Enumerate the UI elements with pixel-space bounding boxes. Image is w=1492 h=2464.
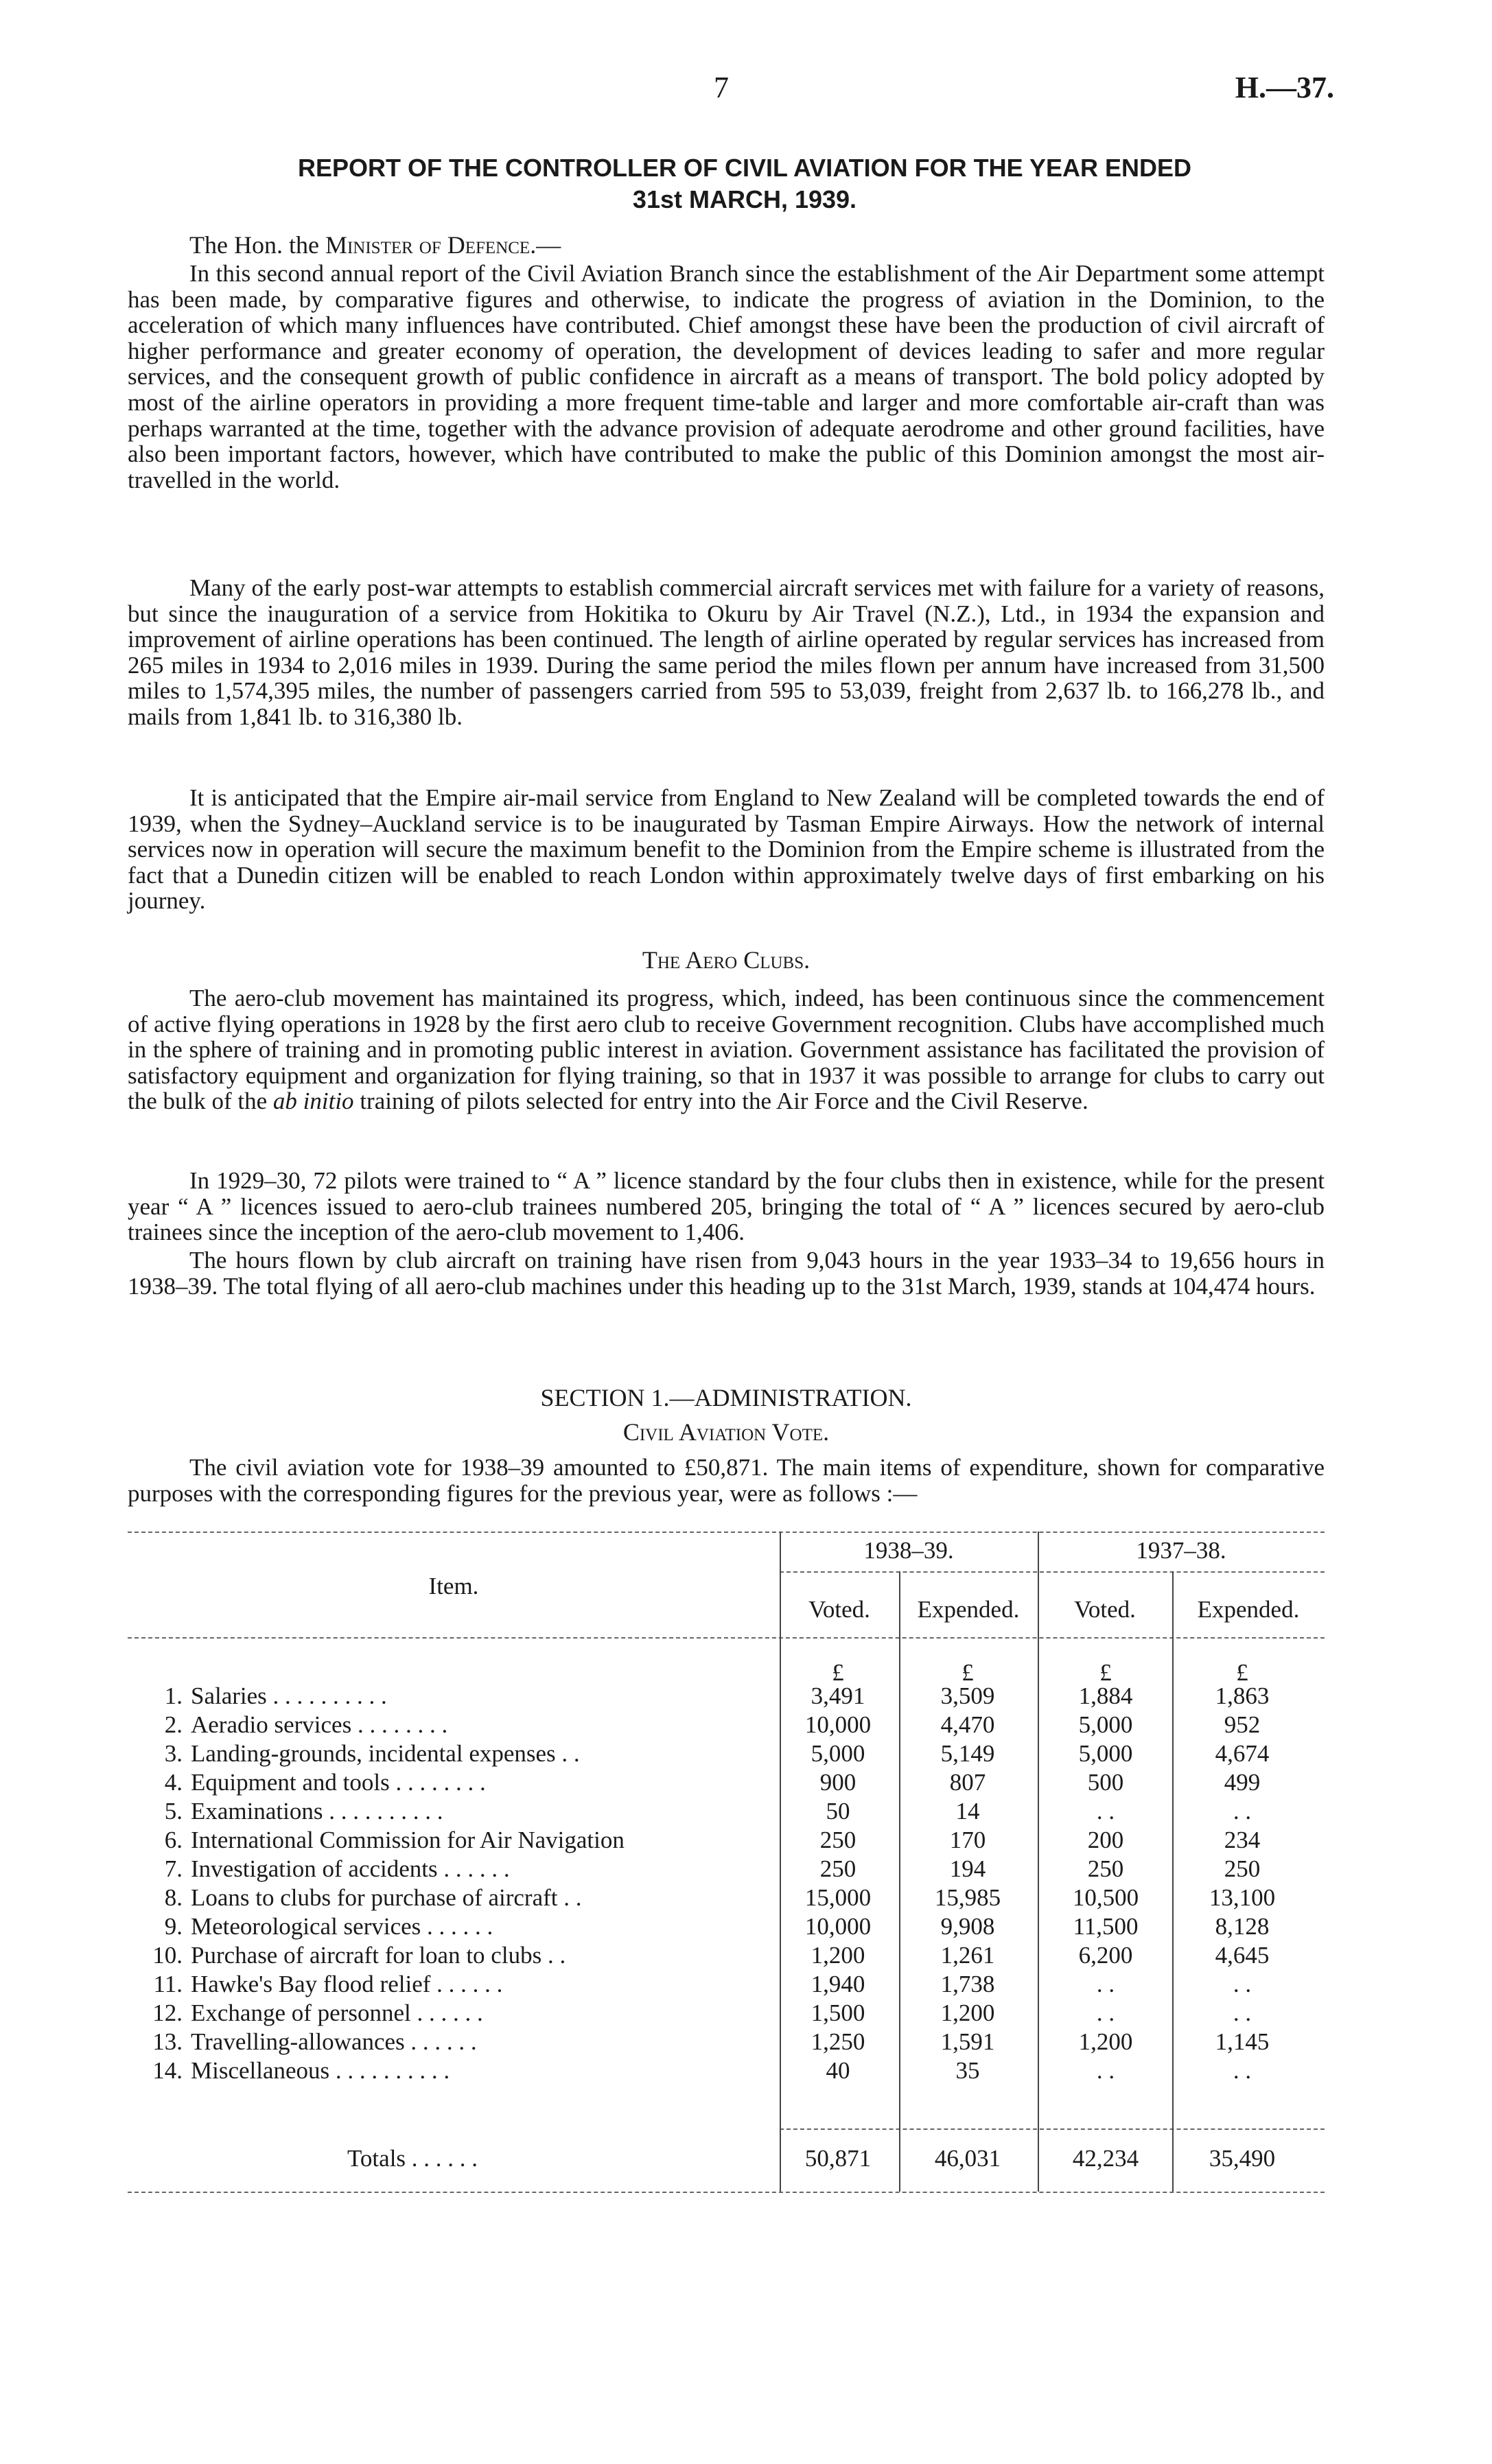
table-row	[128, 1798, 1325, 1822]
voted-1938-39-value: 1,500	[811, 1999, 865, 2026]
row-label: Investigation of accidents . . . . . .	[191, 1855, 510, 1882]
row-label: Aeradio services . . . . . . . .	[191, 1711, 448, 1738]
row-number: 5.	[164, 1798, 183, 1824]
table-row	[128, 1682, 1325, 1707]
total-expended-1937-38: 35,490	[1209, 2145, 1276, 2172]
expended-1937-38-value: . .	[1233, 1971, 1252, 1997]
row-number: 11.	[153, 1971, 183, 1997]
expended-1938-39-value: 807	[949, 1769, 986, 1796]
expended-1938-39-value: 1,591	[940, 2028, 995, 2055]
expended-1937-38-value: 499	[1224, 1769, 1261, 1796]
paragraph-2: Many of the early post-war attempts to establish commercial aircraft services met with failure for a variety of reasons, but since the inauguration of a service from Hokitika to Okuru by Air Travel (N.Z.), Ltd., in 1934 the expansion and improvement of airline operations has been continued. The length of airline operated by regular services has increased from 265 miles in 1934 to 2,016 miles in 1939. During the same period the miles flown per annum have increased from 31,500 miles to 1,574,395 miles, the number of passengers carried from 595 to 53,039, freight from 2,637 lb. to 166,278 lb., and mails from 1,841 lb. to 316,380 lb.	[128, 574, 1325, 730]
paragraph-7: The civil aviation vote for 1938–39 amounted to £50,871. The main items of expenditure, shown for comparative purposes with the corresponding figures for the previous year, were as follows :—	[128, 1454, 1325, 1507]
row-number: 1.	[164, 1682, 183, 1709]
currency-symbol: £	[1236, 1659, 1248, 1686]
row-number: 13.	[152, 2028, 183, 2055]
row-label: Travelling-allowances . . . . . .	[191, 2028, 477, 2055]
expended-1938-39-value: 194	[949, 1855, 986, 1882]
expended-1938-39-value: 4,470	[940, 1711, 995, 1738]
voted-1938-39-value: 3,491	[811, 1682, 865, 1709]
voted-1938-39-value: 900	[819, 1769, 856, 1796]
voted-1937-38-value: 11,500	[1073, 1913, 1139, 1940]
currency-symbol: £	[961, 1659, 974, 1686]
voted-1938-39-value: 50	[826, 1798, 850, 1824]
paragraph-4-text-a: The aero-club movement has maintained its progress, which, indeed, has been continuous since the commencement of active flying operations in 1928 by the first aero club to receive Government recognition. Clubs have accomplished much in the sphere of training and in promoting public interest in aviation. Government assistance has facilitated the provision of satisfactory equipment and organization for flying training, so that in 1937 it was possible to arrange for clubs to carry out the bulk of the	[128, 985, 1325, 1115]
report-title-line-1: REPORT OF THE CONTROLLER OF CIVIL AVIATION FOR THE YEAR ENDED	[297, 154, 1192, 182]
voted-1938-39-value: 10,000	[804, 1913, 872, 1940]
voted-1937-38-value: 10,500	[1072, 1884, 1139, 1911]
paragraph-4-italic: ab initio	[272, 1088, 354, 1115]
voted-1938-39-value: 250	[819, 1855, 856, 1882]
table-row	[128, 2057, 1325, 2082]
voted-1938-39-value: 250	[819, 1827, 856, 1853]
voted-1937-38-value: . .	[1096, 1999, 1115, 2026]
item-column-header: Item.	[428, 1573, 479, 1599]
paragraph-1: In this second annual report of the Civil Aviation Branch since the establishment of the Air Department some attempt has been made, by comparative figures and otherwise, to indicate the progress of aviation in the Dominion, to the acceleration of which many influences have contributed. Chief amongst these have been the production of civil aircraft of higher performance and greater economy of operation, the development of devices leading to safer and more regular services, and the consequent growth of public confidence in aircraft as a means of transport. The bold policy adopted by most of the airline operators in providing a more frequent time-table and larger and more comfortable air-craft than was perhaps warranted at the time, together with the advance provision of adequate aerodrome and other ground facilities, have also been important factors, however, which have contributed to make the public of this Dominion amongst the most air-travelled in the world.	[128, 260, 1325, 493]
voted-1937-38-value: 5,000	[1078, 1711, 1133, 1738]
voted-1938-39-value: 5,000	[811, 1740, 865, 1767]
voted-1937-38-value: 250	[1087, 1855, 1124, 1882]
table-row	[128, 1999, 1325, 2024]
expended-1937-38-value: 4,645	[1215, 1942, 1270, 1969]
row-label: Hawke's Bay flood relief . . . . . .	[191, 1971, 503, 1997]
voted-1937-38-value: 1,884	[1078, 1682, 1133, 1709]
year-1937-38-header: 1937–38.	[1136, 1537, 1226, 1564]
expended-1937-38-value: 1,863	[1215, 1682, 1270, 1709]
expended-1938-39-value: 15,985	[934, 1884, 1001, 1911]
voted-1938-39-value: 40	[826, 2057, 850, 2084]
voted-1937-38-value: . .	[1096, 1971, 1115, 1997]
row-number: 4.	[164, 1769, 183, 1796]
row-number: 12.	[152, 1999, 183, 2026]
expended-1937-38-value: 234	[1224, 1827, 1261, 1853]
addressee	[189, 231, 561, 259]
paragraph-3: It is anticipated that the Empire air-mail service from England to New Zealand will be completed towards the end of 1939, when the Sydney–Auckland service is to be inaugurated by Tasman Empire Airways. How the network of internal services now in operation will secure the maximum benefit to the Dominion from the Empire scheme is illustrated from the fact that a Dunedin citizen will be enabled to reach London within approximately twelve days of first embarking on his journey.	[128, 784, 1325, 915]
voted-1937-38-value: 5,000	[1078, 1740, 1133, 1767]
voted-1937-38-header: Voted.	[1074, 1596, 1136, 1623]
voted-1938-39-value: 10,000	[804, 1711, 872, 1738]
vote-heading: Civil Aviation Vote.	[622, 1418, 830, 1446]
row-number: 2.	[164, 1711, 183, 1738]
expended-1938-39-value: 3,509	[940, 1682, 995, 1709]
voted-1937-38-value: 6,200	[1078, 1942, 1133, 1969]
expended-1937-38-value: . .	[1233, 2057, 1252, 2084]
table-year-rule	[780, 1571, 1325, 1573]
expended-1937-38-value: 13,100	[1209, 1884, 1276, 1911]
expended-1937-38-value: 1,145	[1215, 2028, 1270, 2055]
totals-row	[128, 2145, 1325, 2170]
row-number: 3.	[164, 1740, 183, 1767]
table-header-rule	[128, 1637, 1325, 1639]
currency-symbol: £	[832, 1659, 844, 1686]
row-number: 14.	[152, 2057, 183, 2084]
total-voted-1938-39: 50,871	[804, 2145, 872, 2172]
row-label: Meteorological services . . . . . .	[191, 1913, 493, 1940]
aero-clubs-heading: The Aero Clubs.	[642, 946, 811, 974]
paragraph-5: In 1929–30, 72 pilots were trained to “ A ” licence standard by the four clubs then in existence, while for the present year “ A ” licences issued to aero-club trainees numbered 205, bringing the total of “ A ” licences secured by aero-club trainees since the inception of the aero-club movement to 1,406.	[128, 1167, 1325, 1246]
table-row	[128, 1913, 1325, 1938]
voted-1937-38-value: 500	[1087, 1769, 1124, 1796]
expended-1938-39-value: 14	[955, 1798, 980, 1824]
row-number: 6.	[164, 1827, 183, 1853]
currency-row	[128, 1659, 1325, 1684]
row-number: 8.	[164, 1884, 183, 1911]
page-number: 7	[714, 71, 729, 104]
year-1938-39-header: 1938–39.	[863, 1537, 954, 1564]
totals-label: Totals . . . . . .	[347, 2145, 478, 2172]
row-label: Loans to clubs for purchase of aircraft . .	[191, 1884, 582, 1911]
voted-1937-38-value: . .	[1096, 1798, 1115, 1824]
row-label: Salaries . . . . . . . . . .	[191, 1682, 387, 1709]
expended-1938-39-value: 9,908	[940, 1913, 995, 1940]
table-row	[128, 2028, 1325, 2053]
expended-1937-38-value: 4,674	[1215, 1740, 1270, 1767]
total-expended-1938-39: 46,031	[934, 2145, 1001, 2172]
expended-1938-39-value: 5,149	[940, 1740, 995, 1767]
addressee-prefix: The Hon. the	[189, 231, 325, 259]
expended-1938-39-value: 1,261	[940, 1942, 995, 1969]
row-number: 9.	[164, 1913, 183, 1940]
table-bottom-rule	[128, 2192, 1325, 2193]
voted-1938-39-value: 1,940	[811, 1971, 865, 1997]
expended-1937-38-value: 8,128	[1215, 1913, 1270, 1940]
expended-1938-39-value: 170	[949, 1827, 986, 1853]
expended-1937-38-value: . .	[1233, 1999, 1252, 2026]
table-top-rule	[128, 1532, 1325, 1533]
document-reference: H.—37.	[1235, 71, 1334, 104]
row-label: Equipment and tools . . . . . . . .	[191, 1769, 486, 1796]
voted-1937-38-value: 200	[1087, 1827, 1124, 1853]
expended-1938-39-value: 1,200	[940, 1999, 995, 2026]
row-label: International Commission for Air Navigation	[191, 1827, 625, 1853]
voted-1937-38-value: . .	[1096, 2057, 1115, 2084]
expended-1937-38-value: 250	[1224, 1855, 1261, 1882]
currency-symbol: £	[1099, 1659, 1112, 1686]
row-label: Examinations . . . . . . . . . .	[191, 1798, 443, 1824]
table-row	[128, 1855, 1325, 1880]
table-row	[128, 1740, 1325, 1765]
table-row	[128, 1827, 1325, 1851]
row-label: Purchase of aircraft for loan to clubs . .	[191, 1942, 566, 1969]
row-label: Miscellaneous . . . . . . . . . .	[191, 2057, 450, 2084]
section-heading: SECTION 1.—ADMINISTRATION.	[540, 1384, 912, 1411]
row-label: Landing-grounds, incidental expenses . .	[191, 1740, 580, 1767]
paragraph-4-text-b: training of pilots selected for entry into the Air Force and the Civil Reserve.	[353, 1088, 1088, 1115]
voted-1937-38-value: 1,200	[1078, 2028, 1133, 2055]
expended-1938-39-value: 35	[955, 2057, 980, 2084]
table-row	[128, 1884, 1325, 1909]
row-label: Exchange of personnel . . . . . .	[191, 1999, 483, 2026]
report-title	[158, 152, 1331, 215]
expended-1938-39-header: Expended.	[917, 1596, 1020, 1623]
expended-1937-38-value: . .	[1233, 1798, 1252, 1824]
voted-1938-39-value: 15,000	[804, 1884, 872, 1911]
table-row	[128, 1711, 1325, 1736]
voted-1938-39-value: 1,200	[811, 1942, 865, 1969]
expended-1937-38-header: Expended.	[1197, 1596, 1300, 1623]
addressee-name: Minister of Defence	[325, 231, 531, 259]
row-number: 10.	[152, 1942, 183, 1969]
paragraph-4	[128, 985, 1325, 1114]
table-row	[128, 1971, 1325, 1995]
table-row	[128, 1942, 1325, 1967]
expended-1937-38-value: 952	[1224, 1711, 1261, 1738]
report-title-line-2: 31st MARCH, 1939.	[632, 185, 857, 213]
voted-1938-39-header: Voted.	[808, 1596, 870, 1623]
total-voted-1937-38: 42,234	[1072, 2145, 1139, 2172]
table-row	[128, 1769, 1325, 1794]
paragraph-6: The hours flown by club aircraft on training have risen from 9,043 hours in the year 1933–34 to 19,656 hours in 1938–39. The total flying of all aero-club machines under this heading up to the 31st March, 1939, stands at 104,474 hours.	[128, 1247, 1325, 1300]
expended-1938-39-value: 1,738	[940, 1971, 995, 1997]
voted-1938-39-value: 1,250	[811, 2028, 865, 2055]
row-number: 7.	[164, 1855, 183, 1882]
addressee-suffix: .—	[530, 231, 561, 259]
table-totals-rule	[780, 2128, 1325, 2130]
